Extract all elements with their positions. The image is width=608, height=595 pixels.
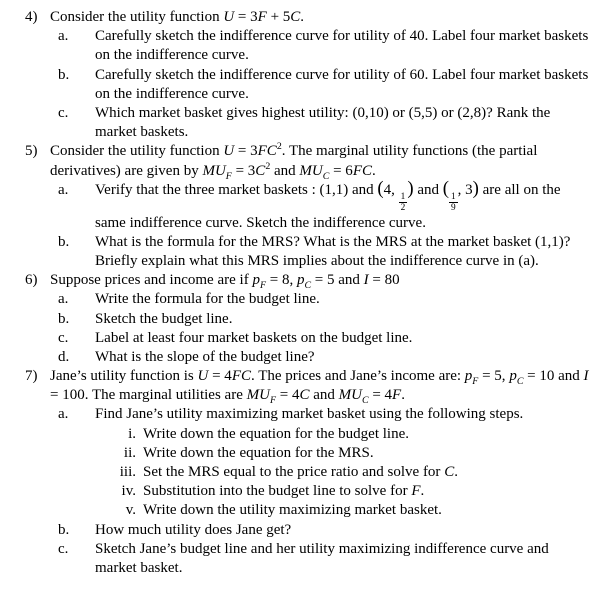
problem-intro: Suppose prices and income are if $p_F = 8$, $p_C = 5$ and I = 80 <box>50 272 400 292</box>
subitem-4a <box>50 27 592 65</box>
problem-body <box>50 367 592 578</box>
problem-intro: Jane’s utility function is U = 4FC. The prices and Jane’s income are: $p_F = 5$, $p_C = 10$ and I = 100. The marginal utilities are $MU_F = 4C$ and $MU_C = 4F$. <box>50 368 589 407</box>
fraction: $\frac{1}{2}$ <box>400 191 406 214</box>
subitem-7b <box>50 521 592 540</box>
subitem-text: Carefully sketch the indifference curve for utility of 60. Label four market baskets on the indifference curve. <box>95 66 589 102</box>
subitem-text: Find Jane’s utility maximizing market basket using the following steps. <box>95 406 524 423</box>
problem-number: 6) <box>25 272 38 289</box>
subitem-text: Write the formula for the budget line. <box>95 291 320 308</box>
step-text: Set the MRS equal to the price ratio and solve for C. <box>143 464 458 481</box>
step-label: iv. <box>121 483 136 500</box>
subitem-label: b. <box>58 521 70 538</box>
step-label: iii. <box>119 464 136 481</box>
step-label: ii. <box>123 444 136 461</box>
subitem-text: Which market basket gives highest utility: (0,10) or (5,5) or (2,8)? Rank the market baskets. <box>95 104 551 141</box>
subitem-4b <box>50 66 592 104</box>
problem-5 <box>25 142 592 271</box>
subitem-6d <box>50 348 592 367</box>
subitem-label: b. <box>58 233 70 250</box>
subitem-5b <box>50 233 592 271</box>
subitem-label: d. <box>58 348 70 365</box>
step-text: Write down the equation for the MRS. <box>143 444 374 461</box>
subitem-block <box>95 405 592 520</box>
step-i <box>95 425 592 444</box>
step-v <box>95 501 592 520</box>
step-text: Write down the equation for the budget line. <box>143 425 409 442</box>
step-iv <box>95 482 592 501</box>
subitem-label: a. <box>58 406 69 423</box>
problem-number: 5) <box>25 143 38 160</box>
subitem-7a <box>50 405 592 520</box>
step-label: v. <box>125 502 136 519</box>
subitem-text: What is the slope of the budget line? <box>95 348 315 365</box>
subitem-text: How much utility does Jane get? <box>95 521 292 538</box>
step-ii <box>95 444 592 463</box>
problem-number: 7) <box>25 368 38 385</box>
subitem-7c <box>50 540 592 578</box>
problem-intro: Consider the utility function $U = 3FC^2$. The marginal utility functions (the partial derivatives) are given by $MU_F = 3C^2$ and $MU_C = 6FC$. <box>50 141 538 182</box>
subitem-text: Label at least four market baskets on the budget line. <box>95 329 413 346</box>
problem-body <box>50 271 592 367</box>
subitem-label: b. <box>58 310 70 327</box>
step-iii <box>95 463 592 482</box>
subitem-label: c. <box>58 329 69 346</box>
subitem-label: a. <box>58 291 69 308</box>
problem-intro: Consider the utility function U = 3F + 5C. <box>50 9 305 25</box>
step-text: Substitution into the budget line to solve for F. <box>143 483 425 500</box>
subitem-4c <box>50 104 592 142</box>
problem-body <box>50 8 592 142</box>
subitem-text: Carefully sketch the indifference curve for utility of 40. Label four market baskets on the indifference curve. <box>95 28 589 64</box>
problem-number: 4) <box>25 9 38 25</box>
subitem-text: What is the formula for the MRS? What is the MRS at the market basket (1,1)? Briefly explain what this MRS implies about the indifference curve in (a). <box>95 233 571 269</box>
subitem-text: Verify that the three market baskets : (1,1) and (4, $\frac{1}{2}$ ) and ( $\frac{1}{9}$ , 3) are all on the same indifference curve. Sketch the indifference curve. <box>95 177 561 231</box>
problem-7 <box>25 367 592 578</box>
subitem-label: b. <box>58 66 70 83</box>
subitem-5a <box>50 177 592 233</box>
subitem-label: a. <box>58 181 69 198</box>
fraction: $\frac{1}{9}$ <box>450 191 456 214</box>
problem-body <box>50 142 592 271</box>
subitem-6a <box>50 290 592 309</box>
subitem-6c <box>50 329 592 348</box>
step-label: i. <box>128 425 136 442</box>
subitem-label: a. <box>58 28 69 45</box>
subitem-text: Sketch Jane’s budget line and her utility maximizing indifference curve and market basket. <box>95 540 549 576</box>
subitem-6b <box>50 310 592 329</box>
step-text: Write down the utility maximizing market basket. <box>143 502 442 519</box>
subitem-label: c. <box>58 540 69 557</box>
problem-4 <box>25 8 592 142</box>
problem-6 <box>25 271 592 367</box>
subitem-text: Sketch the budget line. <box>95 310 233 327</box>
subitem-label: c. <box>58 104 69 121</box>
